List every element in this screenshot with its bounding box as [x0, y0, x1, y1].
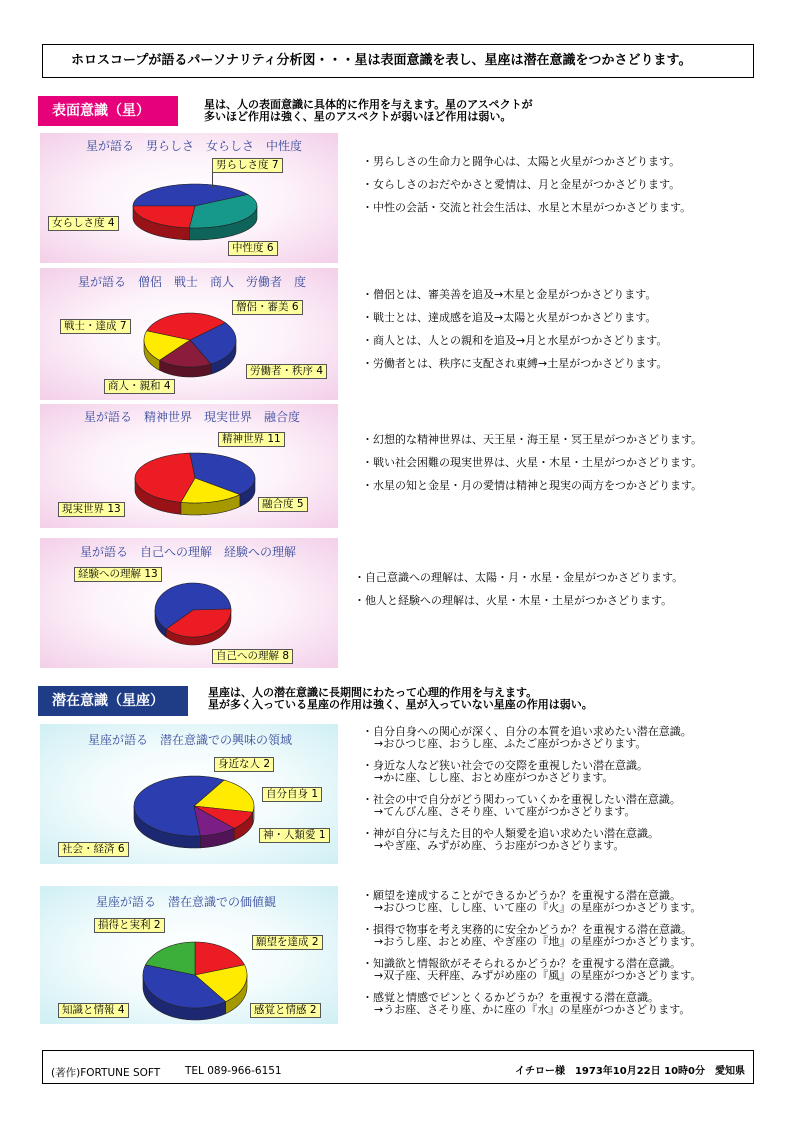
list-item: ・社会の中で自分がどう関わっていくかを重視したい潜在意識。 →てんびん座、さそり座、いて座がつかさどります。	[362, 793, 681, 818]
slice-label: 男らしさ度 7	[212, 158, 283, 173]
section-desc-line: 星座は、人の潜在意識に長期間にわたって心理的作用を与えます。	[208, 686, 538, 699]
chart-title-5: 星座が語る 潜在意識での興味の領域	[88, 733, 293, 747]
page-title: ホロスコープが語るパーソナリティ分析図・・・星は表面意識を表し、星座は潜在意識をつかさどります。	[42, 44, 754, 78]
slice-label: 女らしさ度 4	[48, 216, 119, 231]
chart-title-4: 星が語る 自己への理解 経験への理解	[80, 545, 297, 559]
list-item: ・自分自身への関心が深く、自分の本質を追い求めたい潜在意識。 →おひつじ座、おうし座、ふたご座がつかさどります。	[362, 725, 692, 750]
slice-label: 社会・経済 6	[58, 842, 129, 857]
slice-label: 融合度 5	[258, 497, 308, 512]
slice-label: 現実世界 13	[58, 502, 125, 517]
list-item: ・自己意識への理解は、太陽・月・水星・金星がつかさどります。	[354, 571, 684, 584]
list-item: ・身近な人など狭い社会での交際を重視したい潜在意識。 →かに座、しし座、おとめ座がつかさどります。	[362, 759, 648, 784]
footer	[42, 1050, 754, 1084]
bullet-list-4	[354, 572, 683, 607]
bullet-list-6	[362, 890, 701, 1016]
list-item: ・願望を達成することができるかどうか？を重視する潜在意識。 →おひつじ座、しし座、いて座の『火』の星座がつかさどります。	[362, 889, 702, 914]
chart-title-1: 星が語る 男らしさ 女らしさ 中性度	[86, 139, 303, 153]
slice-label: 損得と実利 2	[94, 918, 165, 933]
list-item: ・戦士とは、達成感を追及→太陽と火星がつかさどります。	[362, 311, 657, 324]
slice-label: 自己への理解 8	[212, 649, 293, 664]
chart-title-6: 星座が語る 潜在意識での価値観	[96, 895, 277, 909]
chart-title-3: 星が語る 精神世界 現実世界 融合度	[84, 410, 301, 424]
slice-label: 労働者・秩序 4	[246, 364, 327, 379]
list-item: ・中性の会話・交流と社会生活は、水星と木星がつかさどります。	[362, 201, 692, 214]
slice-label: 身近な人 2	[214, 757, 274, 772]
list-item: ・商人とは、人との親和を追及→月と水星がつかさどります。	[362, 334, 668, 347]
slice-label: 精神世界 11	[218, 432, 285, 447]
section-desc-line: 多いほど作用は強く、星のアスペクトが弱いほど作用は弱い。	[204, 110, 512, 123]
list-item: ・男らしさの生命力と闘争心は、太陽と火星がつかさどります。	[362, 155, 681, 168]
list-item: ・幻想的な精神世界は、天王星・海王星・冥王星がつかさどります。	[362, 433, 703, 446]
list-item: ・女らしさのおだやかさと愛情は、月と金星がつかさどります。	[362, 178, 681, 191]
slice-label: 中性度 6	[228, 241, 278, 256]
list-item: ・損得で物事を考え実務的に安全かどうか？を重視する潜在意識。 →おうし座、おとめ座、やぎ座の『地』の星座がつかさどります。	[362, 923, 702, 948]
section-label-subconscious: 潜在意識（星座）	[38, 686, 188, 716]
slice-label: 神・人類愛 1	[259, 828, 330, 843]
slice-label: 僧侶・審美 6	[232, 300, 303, 315]
list-item: ・他人と経験への理解は、火星・木星・土星がつかさどります。	[354, 594, 673, 607]
list-item: ・戦い社会困難の現実世界は、火星・木星・土星がつかさどります。	[362, 456, 703, 469]
bullet-list-5	[362, 726, 692, 852]
slice-label: 願望を達成 2	[252, 935, 323, 950]
slice-label: 自分自身 1	[262, 787, 322, 802]
section-label-surface: 表面意識（星）	[38, 96, 178, 126]
footer-subject: イチロー様 1973年10月22日 10時0分 愛知県	[514, 1066, 745, 1077]
footer-copyright: (著作)FORTUNE SOFT	[51, 1067, 161, 1079]
slice-label: 商人・親和 4	[104, 379, 175, 394]
section-desc-line: 星は、人の表面意識に具体的に作用を与えます。星のアスペクトが	[204, 98, 533, 111]
slice-label: 戦士・達成 7	[60, 319, 131, 334]
slice-label: 知識と情報 4	[58, 1003, 129, 1018]
list-item: ・神が自分に与えた目的や人類愛を追い求めたい潜在意識。 →やぎ座、みずがめ座、うお座がつかさどります。	[362, 827, 659, 852]
footer-tel: TEL 089-966-6151	[185, 1065, 282, 1077]
chart-title-2: 星が語る 僧侶 戦士 商人 労働者 度	[78, 275, 307, 289]
list-item: ・僧侶とは、審美善を追及→木星と金星がつかさどります。	[362, 288, 657, 301]
section-desc-line: 星が多く入っている星座の作用は強く、星が入っていない星座の作用は弱い。	[208, 698, 593, 711]
list-item: ・知識欲と情報欲がそそられるかどうか？を重視する潜在意識。 →双子座、天秤座、みずがめ座の『風』の星座がつかさどります。	[362, 957, 702, 982]
slice-label: 経験への理解 13	[74, 567, 162, 582]
list-item: ・水星の知と金星・月の愛情は精神と現実の両方をつかさどります。	[362, 479, 703, 492]
bullet-list-3	[362, 434, 702, 492]
list-item: ・感覚と情感でピンとくるかどうか？を重視する潜在意識。 →うお座、さそり座、かに座の『水』の星座がつかさどります。	[362, 991, 691, 1016]
bullet-list-1	[362, 156, 691, 214]
bullet-list-2	[362, 289, 667, 370]
list-item: ・労働者とは、秩序に支配され東縛→土星がつかさどります。	[362, 357, 668, 370]
slice-label: 感覚と情感 2	[250, 1003, 321, 1018]
